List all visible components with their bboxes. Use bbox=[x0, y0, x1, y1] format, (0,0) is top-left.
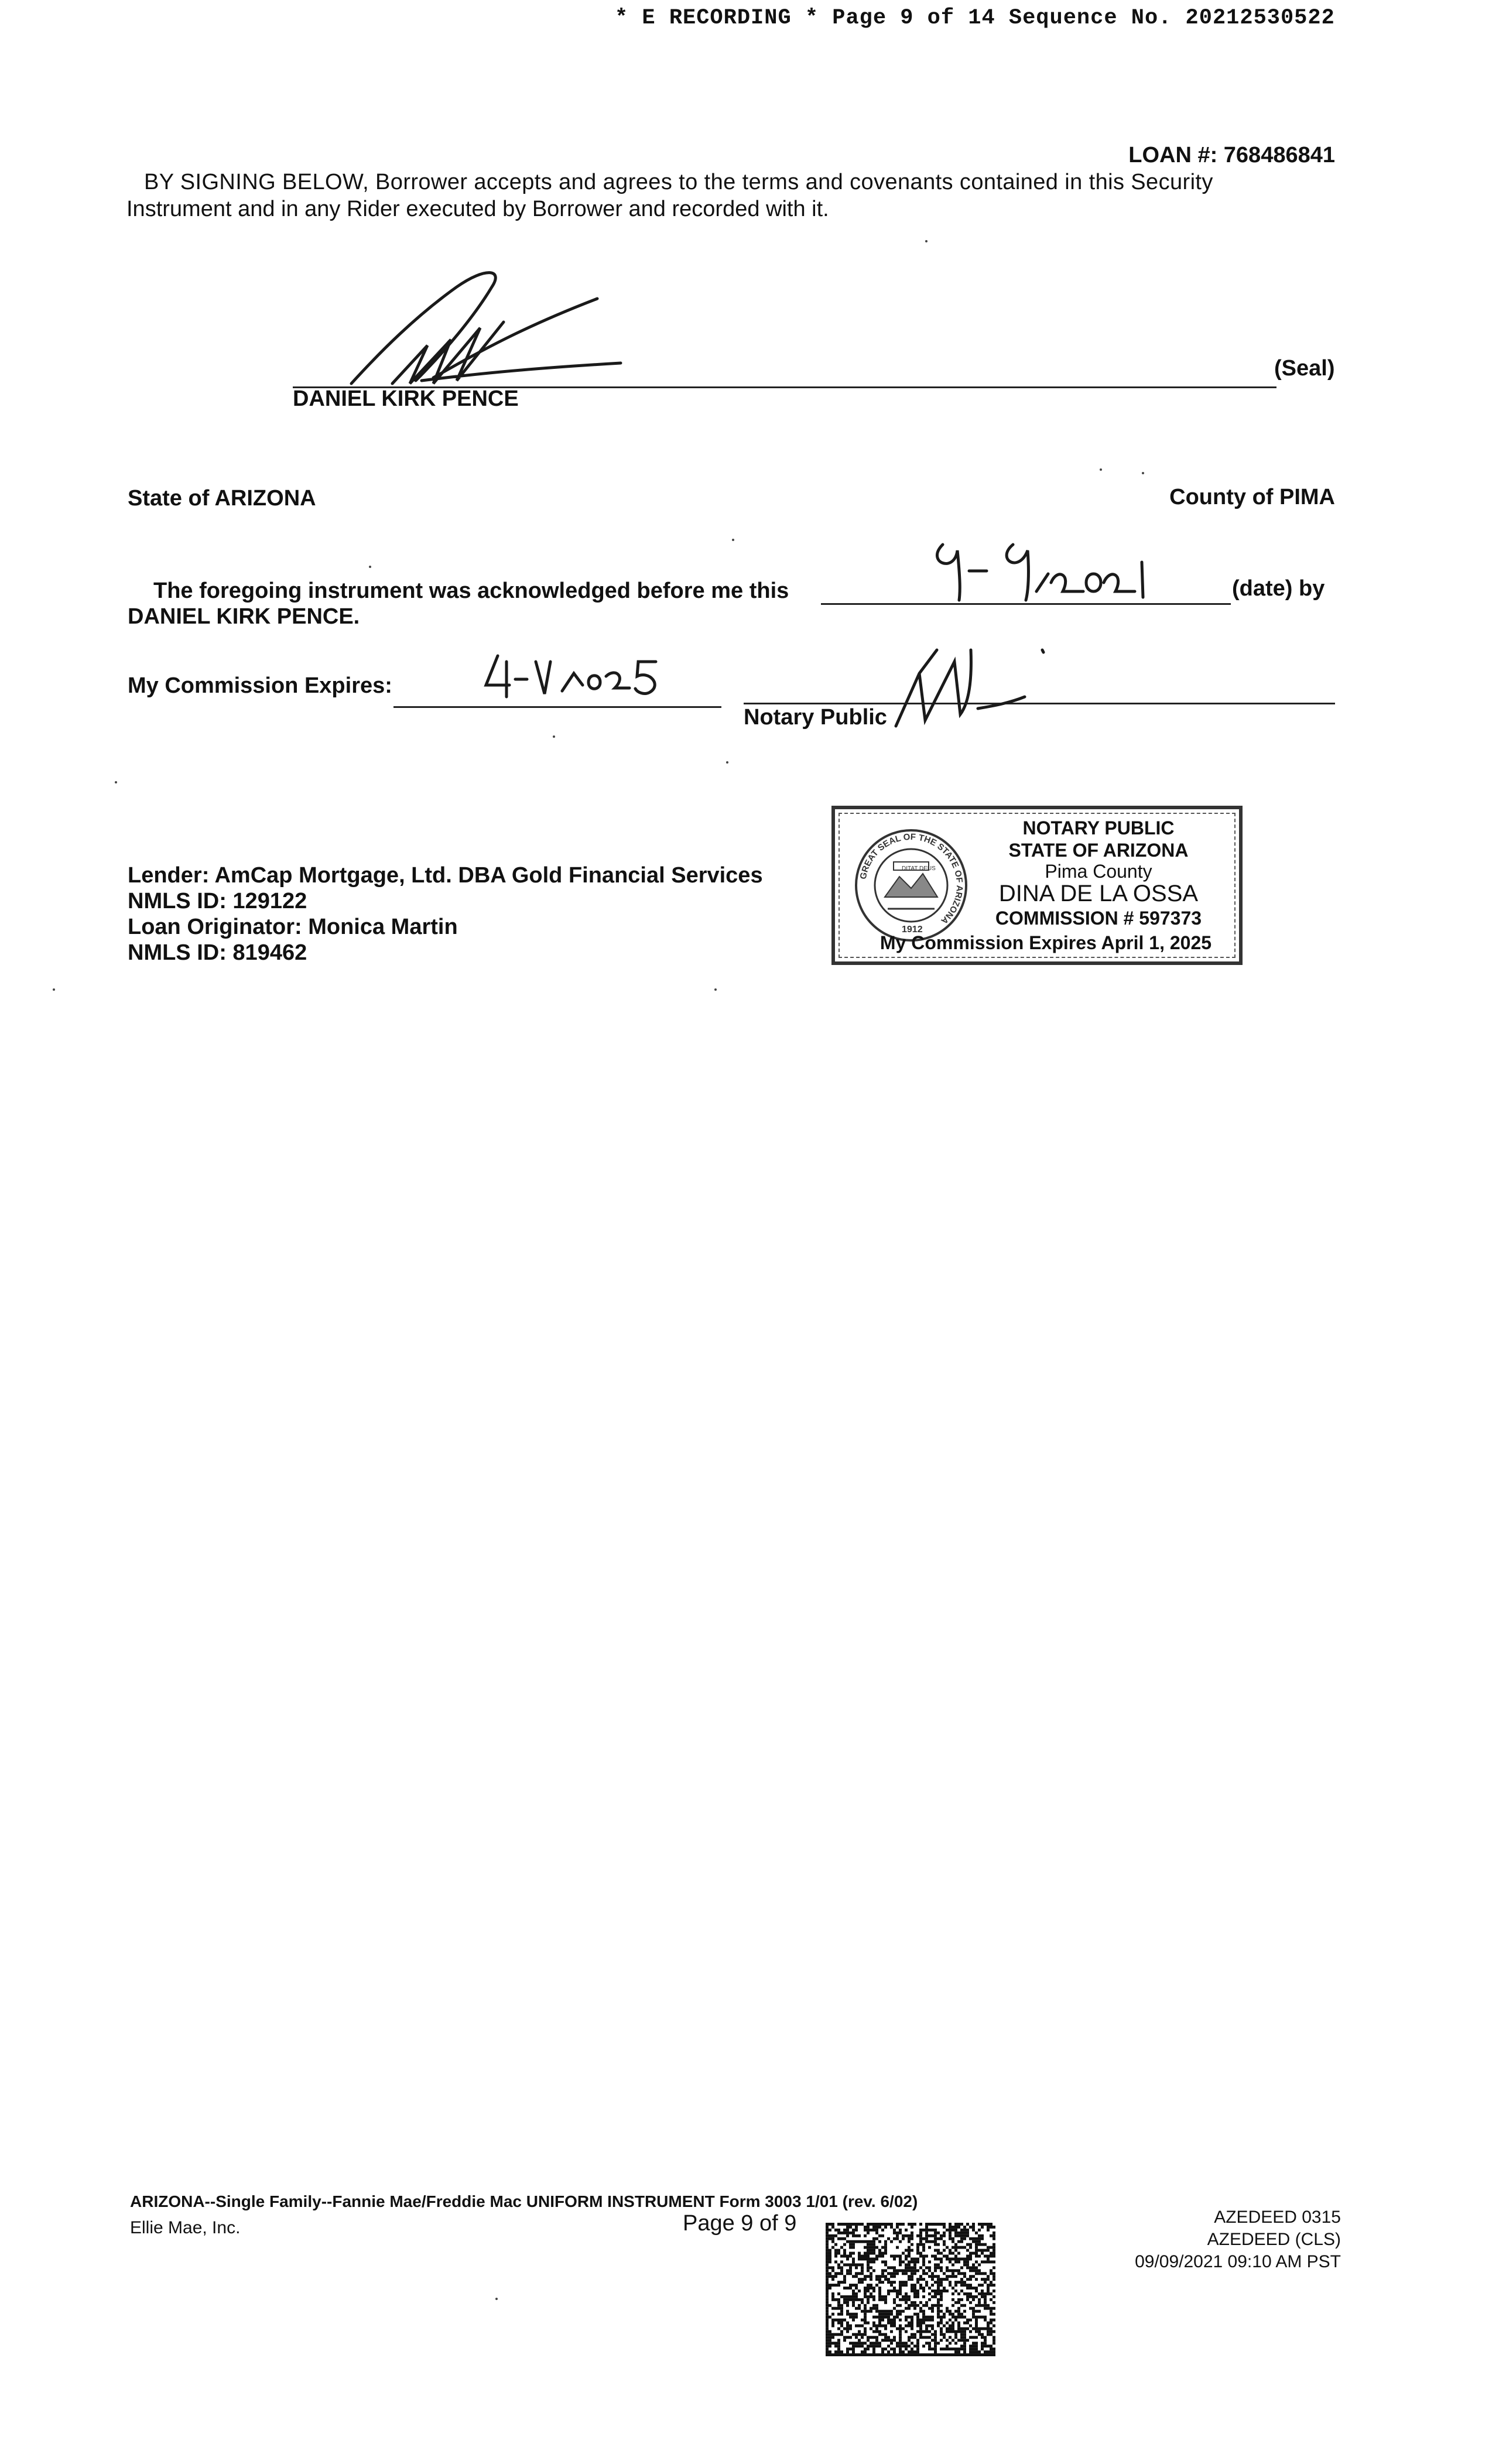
stamp-expires: My Commission Expires April 1, 2025 bbox=[879, 932, 1212, 953]
handwritten-expiry bbox=[480, 650, 679, 703]
seal-label: (Seal) bbox=[1274, 356, 1335, 381]
lender-nmls: NMLS ID: 129122 bbox=[128, 889, 307, 913]
borrower-name: DANIEL KIRK PENCE bbox=[293, 386, 519, 411]
lender-line: Lender: AmCap Mortgage, Ltd. DBA Gold Financial Services bbox=[128, 863, 763, 888]
scan-speck bbox=[1142, 472, 1144, 474]
date-line bbox=[821, 603, 1231, 605]
scan-speck bbox=[553, 735, 555, 738]
svg-text:1912: 1912 bbox=[902, 925, 923, 935]
stamp-commission: COMMISSION # 597373 bbox=[995, 908, 1202, 929]
scan-speck bbox=[53, 988, 55, 991]
signing-text-line1: BY SIGNING BELOW, Borrower accepts and agrees to the terms and covenants contained in this Security bbox=[144, 170, 1213, 194]
form-code1: AZEDEED 0315 bbox=[1214, 2208, 1341, 2227]
notary-public-label: Notary Public bbox=[744, 705, 887, 730]
stamp-notary-name: DINA DE LA OSSA bbox=[998, 881, 1199, 906]
svg-text:DITAT DEUS: DITAT DEUS bbox=[902, 865, 936, 872]
commission-label: My Commission Expires: bbox=[128, 673, 392, 698]
signing-text-line2: Instrument and in any Rider executed by Borrower and recorded with it. bbox=[126, 197, 829, 221]
footer-timestamp: 09/09/2021 09:10 AM PST bbox=[1135, 2252, 1341, 2271]
scan-speck bbox=[115, 781, 117, 783]
scan-speck bbox=[1100, 468, 1102, 471]
stamp-title: NOTARY PUBLIC bbox=[1022, 817, 1175, 839]
stamp-county: Pima County bbox=[1045, 861, 1152, 882]
scan-speck bbox=[369, 566, 371, 568]
page-number: Page 9 of 9 bbox=[683, 2211, 797, 2236]
handwritten-date bbox=[925, 527, 1171, 603]
commission-line bbox=[393, 706, 721, 708]
borrower-signature bbox=[328, 263, 632, 392]
loan-originator: Loan Originator: Monica Martin bbox=[128, 915, 458, 939]
notary-signature bbox=[867, 615, 1066, 732]
scan-speck bbox=[732, 539, 734, 541]
acknowledgement-text: The foregoing instrument was acknowledged before me this bbox=[153, 579, 789, 603]
scan-speck bbox=[495, 2298, 498, 2300]
state-seal-icon bbox=[853, 827, 970, 944]
scan-speck bbox=[925, 240, 928, 242]
notary-stamp bbox=[831, 806, 1243, 965]
form-line: ARIZONA--Single Family--Fannie Mae/Freddie Mac UNIFORM INSTRUMENT Form 3003 1/01 (rev. 6/02) bbox=[130, 2192, 918, 2210]
acknowledgement-name: DANIEL KIRK PENCE. bbox=[128, 604, 360, 629]
form-code2: AZEDEED (CLS) bbox=[1207, 2230, 1341, 2249]
originator-nmls: NMLS ID: 819462 bbox=[128, 940, 307, 965]
company-name: Ellie Mae, Inc. bbox=[130, 2218, 241, 2237]
date-by-label: (date) by bbox=[1232, 576, 1325, 601]
stamp-state: STATE OF ARIZONA bbox=[1008, 840, 1189, 861]
2d-barcode-icon bbox=[826, 2223, 995, 2356]
state-label: State of ARIZONA bbox=[128, 486, 316, 511]
scan-speck bbox=[726, 761, 728, 764]
scan-speck bbox=[714, 988, 717, 991]
svg-text:GREAT SEAL OF THE STATE OF ARI: GREAT SEAL OF THE STATE OF ARIZONA bbox=[858, 831, 965, 926]
county-label: County of PIMA bbox=[1169, 485, 1335, 509]
loan-number: LOAN #: 768486841 bbox=[1128, 143, 1335, 167]
recording-header: * E RECORDING * Page 9 of 14 Sequence No. 20212530522 bbox=[615, 6, 1335, 30]
